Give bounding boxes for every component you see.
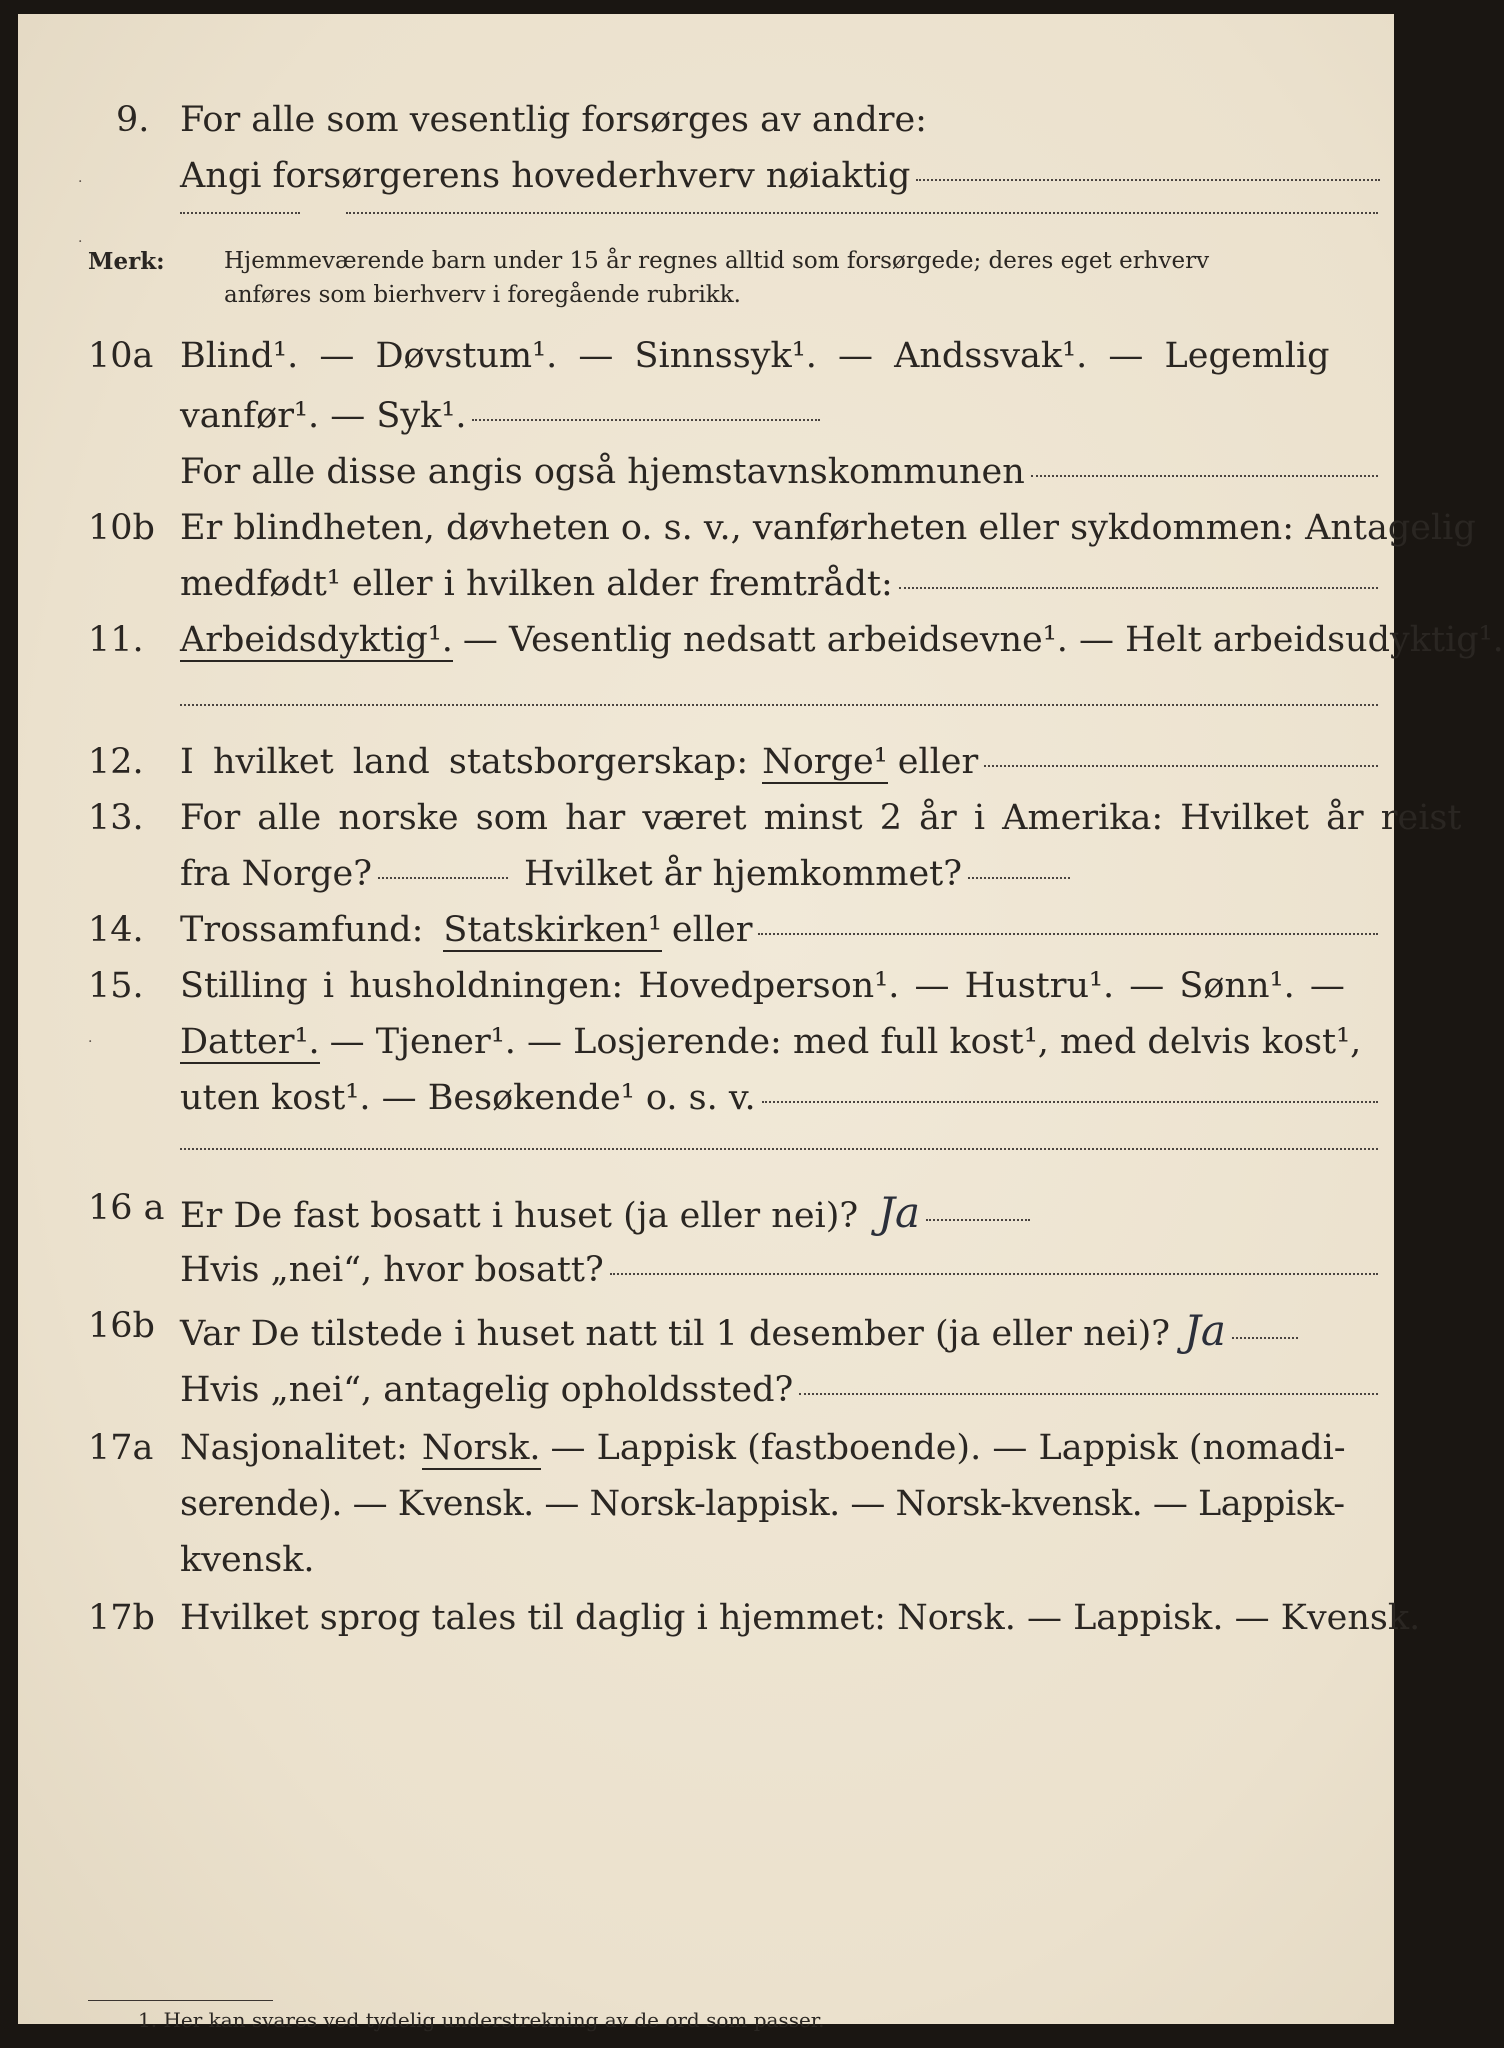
q9-number: 9.	[116, 100, 150, 140]
q11-line1: Arbeidsdyktig¹. — Vesentlig nedsatt arbeidsevne¹. — Helt arbeidsudyktig¹.	[180, 620, 1504, 660]
q16a-handwritten-answer[interactable]: Ja	[878, 1188, 921, 1237]
q10a-number: 10a	[88, 336, 154, 376]
q16b-answer-field[interactable]	[1232, 1337, 1298, 1339]
q9-line1	[180, 100, 927, 140]
ink-mark: ·	[88, 1034, 93, 1050]
q13-hjemkommet-field[interactable]	[968, 877, 1070, 879]
q13-number: 13.	[88, 798, 144, 838]
q9-line2	[180, 156, 1380, 196]
q14-selected-option[interactable]: Statskirken¹	[443, 910, 662, 950]
q13-line1: For alle norske som har været minst 2 år i Amerika: Hvilket år reist	[180, 798, 1462, 838]
q10a-line3: For alle disse angis også hjemstavnskommunen	[180, 452, 1378, 492]
merk-line2: anføres som bierhverv i foregående rubrikk.	[224, 282, 741, 308]
q16a-line1: Er De fast bosatt i huset (ja eller nei)? Ja	[180, 1188, 1030, 1237]
q16b-opholdssted-field[interactable]	[799, 1393, 1378, 1395]
q12-selected-option[interactable]: Norge¹	[762, 742, 888, 782]
q15-number: 15.	[88, 966, 144, 1006]
q12-line1: I hvilket land statsborgerskap: Norge¹ eller	[180, 742, 1378, 784]
q14-number: 14.	[88, 910, 144, 950]
q14-trossamfund-field[interactable]	[758, 933, 1378, 935]
q9-line2-text: Angi forsørgerens hovederhverv nøiaktig	[180, 156, 911, 196]
q10b-alder-field[interactable]	[899, 587, 1378, 589]
merk-label: Merk:	[88, 248, 165, 275]
q17a-line3: kvensk.	[180, 1540, 315, 1580]
q14-line1: Trossamfund: Statskirken¹ eller	[180, 910, 1378, 952]
q15-line1: Stilling i husholdningen: Hovedperson¹. — Hustru¹. — Sønn¹. —	[180, 966, 1345, 1006]
q10a-line2: vanfør¹. — Syk¹.	[180, 396, 820, 436]
q15-line3: uten kost¹. — Besøkende¹ o. s. v.	[180, 1078, 1378, 1118]
q17a-number: 17a	[88, 1428, 154, 1468]
q10a-syk-field[interactable]	[472, 419, 820, 421]
q12-number: 12.	[88, 742, 144, 782]
q13-reist-field[interactable]	[378, 877, 508, 879]
q9-dotline-long[interactable]	[346, 212, 1378, 214]
q9-dotline-short	[180, 212, 300, 214]
q16a-answer-field[interactable]	[926, 1219, 1030, 1221]
q15-line2: Datter¹. — Tjener¹. — Losjerende: med full kost¹, med delvis kost¹,	[180, 1022, 1362, 1062]
q10a-line1: Blind¹. — Døvstum¹. — Sinnssyk¹. — Andssvak¹. — Legemlig	[180, 336, 1330, 376]
q10a-hjemstavn-field[interactable]	[1031, 475, 1378, 477]
q9-line1-text: For alle som vesentlig forsørges av andre:	[180, 100, 927, 140]
q15-stilling-field[interactable]	[762, 1101, 1378, 1103]
q10b-line2: medfødt¹ eller i hvilken alder fremtrådt:	[180, 564, 1378, 604]
q10b-line1: Er blindheten, døvheten o. s. v., vanførheten eller sykdommen: Antagelig	[180, 508, 1476, 548]
q10b-number: 10b	[88, 508, 155, 548]
q17a-line2: serende). — Kvensk. — Norsk-lappisk. — Norsk-kvensk. — Lappisk-	[180, 1484, 1345, 1524]
q11-dotline[interactable]	[180, 704, 1378, 706]
ink-mark: ·	[78, 234, 83, 250]
q13-line2: fra Norge? Hvilket år hjemkommet?	[180, 854, 1070, 894]
q12-land-field[interactable]	[984, 765, 1378, 767]
q16a-bosatt-field[interactable]	[610, 1273, 1378, 1275]
footnote-rule	[88, 2000, 273, 2001]
q11-selected-option[interactable]: Arbeidsdyktig¹.	[180, 620, 453, 660]
merk-line1: Hjemmeværende barn under 15 år regnes alltid som forsørgede; deres eget erhverv	[224, 248, 1210, 274]
q16b-line2: Hvis „nei“, antagelig opholdssted?	[180, 1370, 1378, 1410]
footnote: 1. Her kan svares ved tydelig understrekning av de ord som passer.	[138, 2008, 825, 2032]
q15-selected-option[interactable]: Datter¹.	[180, 1022, 320, 1062]
ink-mark: ·	[78, 174, 83, 190]
q17a-selected-option[interactable]: Norsk.	[421, 1428, 541, 1468]
q15-dotline[interactable]	[180, 1148, 1378, 1150]
q11-number: 11.	[88, 620, 144, 660]
q16a-line2: Hvis „nei“, hvor bosatt?	[180, 1250, 1378, 1290]
census-form-page	[18, 14, 1504, 2032]
q9-answer-field[interactable]	[916, 179, 1380, 181]
q16b-number: 16b	[88, 1306, 155, 1346]
q16b-handwritten-answer[interactable]: Ja	[1184, 1306, 1226, 1355]
q17a-line1: Nasjonalitet: Norsk. — Lappisk (fastboende). — Lappisk (nomadi-	[180, 1428, 1346, 1468]
q17b-number: 17b	[88, 1598, 155, 1638]
q16b-line1: Var De tilstede i huset natt til 1 desember (ja eller nei)? Ja	[180, 1306, 1298, 1355]
q17b-line1: Hvilket sprog tales til daglig i hjemmet: Norsk. — Lappisk. — Kvensk.	[180, 1598, 1421, 1638]
q16a-number: 16 a	[88, 1188, 165, 1228]
